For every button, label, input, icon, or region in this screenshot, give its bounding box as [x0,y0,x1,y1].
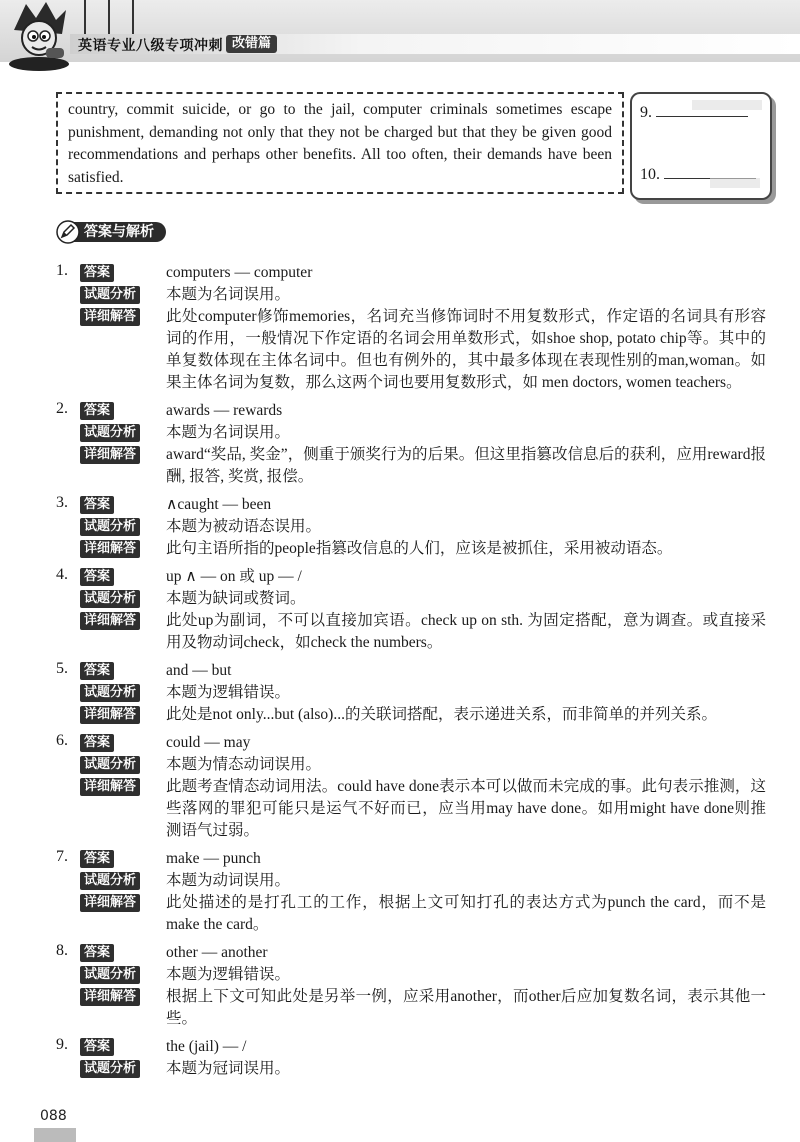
detail-tag: 详细解答 [80,894,140,912]
answer-number: 3. [56,494,68,511]
answer-item [0,942,800,1030]
analysis-text: 本题为逻辑错误。 [166,684,291,701]
answer-tag: 答案 [80,850,114,868]
blank-label-9: 9. [640,104,652,121]
answer-tag: 答案 [80,568,114,586]
page-number: 088 [40,1108,67,1124]
answer-number: 6. [56,732,68,749]
answer-correction: awards — rewards [166,402,283,419]
answer-number: 1. [56,262,68,279]
answer-item [0,494,800,560]
answer-correction: the (jail) — / [166,1038,247,1055]
detail-tag: 详细解答 [80,446,140,464]
analysis-tag: 试题分析 [80,1060,140,1078]
section-heading-label: 答案与解析 [74,222,166,242]
detail-text: 此处computer修饰memories，名词充当修饰词时不用复数形式，作定语的名词具有形容词的作用，一般情况下作定语的名词会用单数形式，如shoe shop, potato chip等。其中的单复数体现在主体名词中。但也有例外的，其中最多体现在表现性别的man,woman。如果主体名词为复数，那么这两个词也要用复数形式，如 men doctors, women teachers。 [166,308,766,391]
detail-tag: 详细解答 [80,308,140,326]
analysis-tag: 试题分析 [80,286,140,304]
detail-text: award“奖品, 奖金”，侧重于颁奖行为的后果。但这里指篡改信息后的获利，应用reward报酬, 报答, 奖赏, 报偿。 [166,446,766,485]
answer-correction: computers — computer [166,264,313,281]
detail-text: 此处是not only...but (also)...的关联词搭配，表示递进关系，而非简单的并列关系。 [166,706,717,723]
answer-tag: 答案 [80,734,114,752]
answer-blank-panel [630,92,772,200]
answer-correction: could — may [166,734,251,751]
analysis-text: 本题为缺词或赘词。 [166,590,306,607]
panel-decoration [710,178,760,188]
header-decoration [83,0,137,36]
analysis-tag: 试题分析 [80,684,140,702]
answer-number: 5. [56,660,68,677]
answer-correction: ∧caught — been [166,496,272,513]
answer-item [0,566,800,654]
answer-tag: 答案 [80,662,114,680]
detail-text: 此处描述的是打孔工的工作，根据上文可知打孔的表达方式为punch the card，而不是make the card。 [166,894,766,933]
answer-list [0,262,800,1086]
analysis-tag: 试题分析 [80,756,140,774]
analysis-text: 本题为被动语态误用。 [166,518,322,535]
answer-tag: 答案 [80,264,114,282]
header-tag: 改错篇 [226,35,277,53]
pencil-icon [56,220,80,244]
analysis-tag: 试题分析 [80,424,140,442]
footer-bar [34,1128,76,1142]
analysis-tag: 试题分析 [80,872,140,890]
detail-tag: 详细解答 [80,612,140,630]
analysis-tag: 试题分析 [80,590,140,608]
blank-label-10: 10. [640,166,660,183]
answer-tag: 答案 [80,1038,114,1056]
detail-text: 此处up为副词，不可以直接加宾语。check up on sth. 为固定搭配，意为调查。或直接采用及物动词check，如check the numbers。 [166,612,766,651]
analysis-text: 本题为名词误用。 [166,286,291,303]
blank-line-9 [640,104,748,122]
answer-item [0,262,800,394]
answer-correction: up ∧ — on 或 up — / [166,568,302,585]
analysis-text: 本题为名词误用。 [166,424,291,441]
passage-box [56,92,624,194]
answer-tag: 答案 [80,402,114,420]
analysis-text: 本题为冠词误用。 [166,1060,291,1077]
analysis-tag: 试题分析 [80,966,140,984]
answer-item [0,660,800,726]
analysis-tag: 试题分析 [80,518,140,536]
header-title: 英语专业八级专项冲刺 [78,38,223,54]
answer-number: 4. [56,566,68,583]
answer-tag: 答案 [80,496,114,514]
answer-correction: other — another [166,944,268,961]
detail-tag: 详细解答 [80,778,140,796]
answer-number: 2. [56,400,68,417]
analysis-text: 本题为情态动词误用。 [166,756,322,773]
answer-number: 7. [56,848,68,865]
detail-tag: 详细解答 [80,540,140,558]
analysis-text: 本题为动词误用。 [166,872,291,889]
answer-number: 9. [56,1036,68,1053]
answer-correction: make — punch [166,850,261,867]
answer-item [0,732,800,842]
answer-number: 8. [56,942,68,959]
answer-correction: and — but [166,662,232,679]
detail-tag: 详细解答 [80,706,140,724]
detail-text: 此题考查情态动词用法。could have done表示本可以做而未完成的事。此句表示推测，这些落网的罪犯可能只是运气不好而已，应当用may have done。如用might have done则推测语气过弱。 [166,778,766,839]
analysis-text: 本题为逻辑错误。 [166,966,291,983]
detail-text: 此句主语所指的people指篡改信息的人们，应该是被抓住，采用被动语态。 [166,540,673,557]
answer-item [0,400,800,488]
mascot-icon [6,0,72,72]
passage-text: country, commit suicide, or go to the jail, computer criminals sometimes escape punishment, demanding not only that they not be charged but that they be given good recommendations and perhaps other benefits. All too often, their demands have been satisfied. [68,101,612,186]
detail-text: 根据上下文可知此处是另举一例，应采用another，而other后应加复数名词，表示其他一些。 [166,988,766,1027]
answer-item [0,1036,800,1080]
answer-item [0,848,800,936]
answer-tag: 答案 [80,944,114,962]
detail-tag: 详细解答 [80,988,140,1006]
